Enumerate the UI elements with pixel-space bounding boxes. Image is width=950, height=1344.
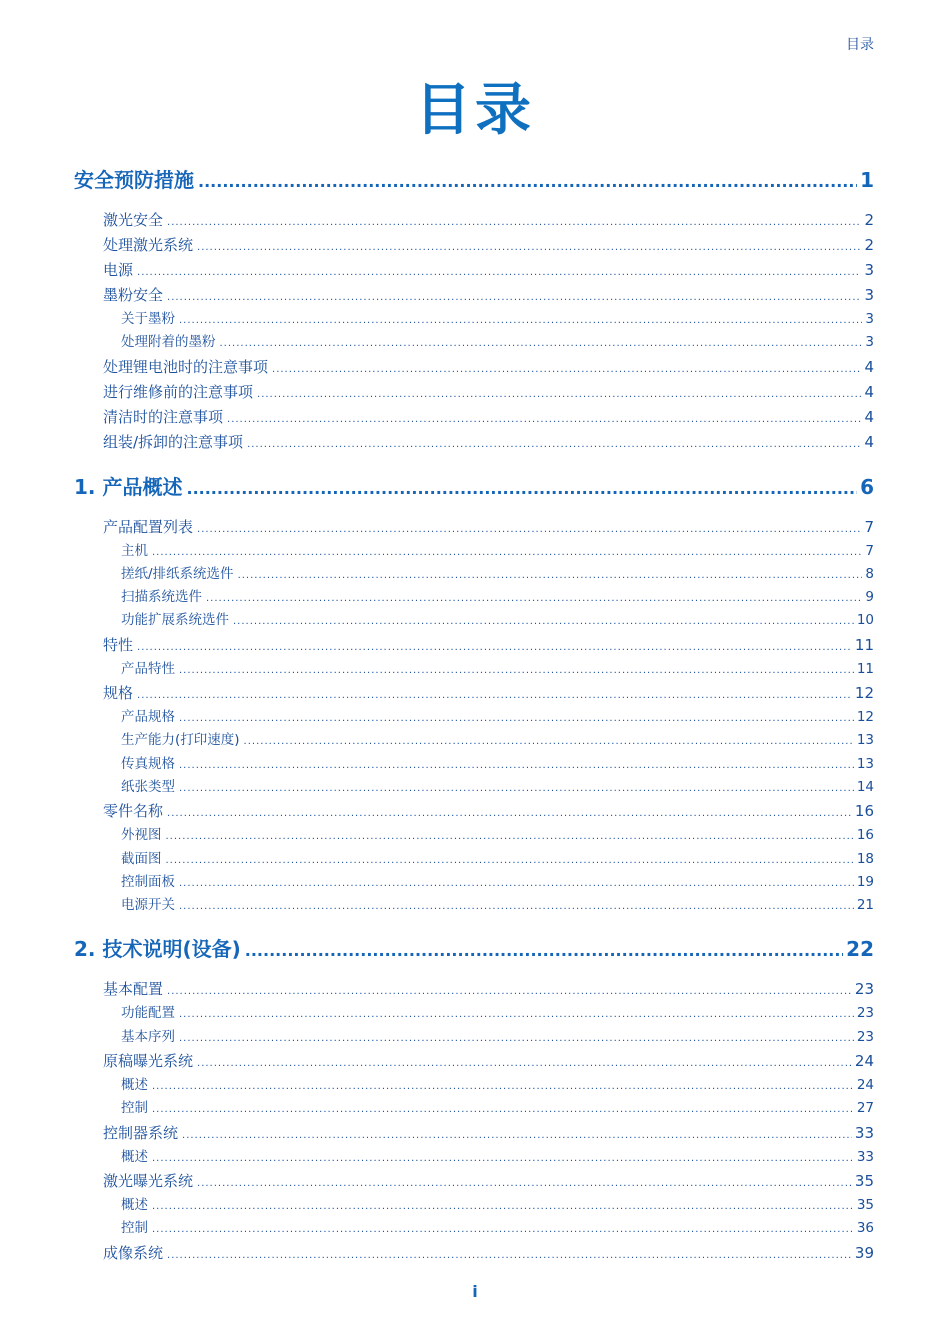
table-of-contents <box>74 166 874 1266</box>
toc-entry-title: 电源开关 <box>121 897 175 914</box>
toc-leader-dots <box>179 777 854 799</box>
toc-chapter-page: 6 <box>860 474 874 499</box>
toc-leader-dots <box>220 332 863 354</box>
toc-chapter <box>74 166 874 455</box>
toc-leader-dots <box>182 1123 852 1146</box>
toc-leader-dots <box>245 937 843 963</box>
toc-section[interactable] <box>74 1169 874 1194</box>
toc-chapter-heading[interactable] <box>74 935 874 963</box>
toc-leader-dots <box>152 1147 854 1169</box>
toc-subsection[interactable] <box>74 871 874 894</box>
toc-chapter-heading[interactable] <box>74 473 874 501</box>
toc-entry-title: 零件名称 <box>103 802 164 821</box>
toc-subsection[interactable] <box>74 586 874 609</box>
toc-leader-dots <box>167 801 852 824</box>
toc-section[interactable] <box>74 515 874 540</box>
toc-subsection[interactable] <box>74 894 874 917</box>
toc-entry-page: 13 <box>856 755 874 772</box>
toc-entry-page: 23 <box>856 1028 874 1045</box>
toc-leader-dots <box>257 382 861 405</box>
toc-leader-dots <box>137 260 861 283</box>
toc-entry-title: 原稿曝光系统 <box>103 1052 194 1071</box>
toc-entry-page: 33 <box>854 1123 874 1142</box>
toc-section[interactable] <box>74 405 874 430</box>
toc-entry-page: 21 <box>856 897 874 914</box>
toc-entry-page: 24 <box>856 1077 874 1094</box>
toc-leader-dots <box>179 707 854 729</box>
toc-section[interactable] <box>74 1121 874 1146</box>
toc-entry-title: 控制器系统 <box>103 1123 179 1142</box>
toc-leader-dots <box>272 357 861 380</box>
toc-leader-dots <box>227 407 861 430</box>
toc-entry-title: 规格 <box>103 684 134 703</box>
toc-entry-title: 控制面板 <box>121 873 175 890</box>
toc-subsection[interactable] <box>74 331 874 354</box>
toc-leader-dots <box>152 1075 854 1097</box>
toc-section[interactable] <box>74 233 874 258</box>
toc-entry-title: 产品规格 <box>121 709 175 726</box>
toc-entry-title: 生产能力(打印速度) <box>121 732 240 749</box>
toc-subsection[interactable] <box>74 1026 874 1049</box>
toc-entry-page: 35 <box>854 1171 874 1190</box>
toc-chapter <box>74 473 874 918</box>
toc-entry-page: 4 <box>864 357 874 376</box>
toc-entry-page: 35 <box>856 1196 874 1213</box>
toc-leader-dots <box>247 432 861 455</box>
toc-leader-dots <box>167 979 852 1002</box>
toc-section[interactable] <box>74 283 874 308</box>
toc-subsection[interactable] <box>74 848 874 871</box>
toc-section[interactable] <box>74 380 874 405</box>
toc-entry-title: 产品配置列表 <box>103 517 194 536</box>
toc-section[interactable] <box>74 799 874 824</box>
toc-entry-title: 处理激光系统 <box>103 236 194 254</box>
toc-entry-title: 进行维修前的注意事项 <box>103 382 254 401</box>
toc-leader-dots <box>244 730 854 752</box>
toc-subsection[interactable] <box>74 824 874 847</box>
toc-entry-page: 16 <box>854 802 874 821</box>
toc-entry-title: 电源 <box>103 261 134 279</box>
toc-leader-dots <box>179 754 854 776</box>
toc-entry-page: 10 <box>856 612 874 629</box>
toc-entry-page: 3 <box>865 334 874 351</box>
toc-entry-title: 激光曝光系统 <box>103 1171 194 1190</box>
toc-leader-dots <box>197 517 861 540</box>
toc-entry-page: 39 <box>854 1243 874 1262</box>
toc-entry-page: 3 <box>864 286 874 304</box>
toc-subsection[interactable] <box>74 658 874 681</box>
toc-leader-dots <box>152 1098 854 1120</box>
toc-leader-dots <box>167 1243 852 1266</box>
toc-chapter-page: 1 <box>860 168 874 192</box>
toc-subsection[interactable] <box>74 1146 874 1169</box>
toc-section[interactable] <box>74 208 874 233</box>
toc-entry-title: 传真规格 <box>121 755 175 772</box>
toc-entry-title: 截面图 <box>121 850 162 867</box>
toc-leader-dots <box>197 1171 852 1194</box>
toc-subsection[interactable] <box>74 776 874 799</box>
toc-entry-title: 纸张类型 <box>121 778 175 795</box>
toc-entry-page: 4 <box>864 407 874 426</box>
toc-entry-page: 4 <box>864 382 874 401</box>
toc-entry-title: 基本配置 <box>103 980 164 999</box>
toc-subsection[interactable] <box>74 1217 874 1240</box>
toc-subsection[interactable] <box>74 308 874 331</box>
toc-leader-dots <box>152 1195 854 1217</box>
toc-chapter-heading[interactable] <box>74 166 874 194</box>
toc-leader-dots <box>233 610 854 632</box>
toc-entry-page: 7 <box>865 542 874 559</box>
toc-entry-title: 搓纸/排纸系统选件 <box>121 565 234 582</box>
toc-entry-page: 9 <box>865 589 874 606</box>
toc-subsection[interactable] <box>74 609 874 632</box>
toc-entry-title: 关于墨粉 <box>121 311 175 327</box>
toc-section[interactable] <box>74 977 874 1002</box>
toc-entry-page: 11 <box>856 660 874 677</box>
toc-leader-dots <box>238 564 863 586</box>
toc-entry-page: 2 <box>864 211 874 229</box>
page-title: 目录 <box>415 78 535 143</box>
toc-entry-page: 19 <box>856 873 874 890</box>
toc-section[interactable] <box>74 633 874 658</box>
toc-entry-title: 处理附着的墨粉 <box>121 334 216 351</box>
toc-entry-title: 特性 <box>103 635 134 654</box>
toc-entry-page: 13 <box>856 732 874 749</box>
toc-section[interactable] <box>74 258 874 283</box>
toc-leader-dots <box>152 1218 854 1240</box>
toc-entry-page: 24 <box>854 1052 874 1071</box>
toc-entry-title: 主机 <box>121 542 148 559</box>
toc-leader-dots <box>186 475 857 501</box>
toc-subsection[interactable] <box>74 1074 874 1097</box>
toc-subsection[interactable] <box>74 706 874 729</box>
toc-entry-title: 控制 <box>121 1100 148 1117</box>
toc-leader-dots <box>167 210 861 233</box>
toc-leader-dots <box>179 659 854 681</box>
toc-section[interactable] <box>74 355 874 380</box>
toc-entry-title: 外视图 <box>121 827 162 844</box>
toc-entry-title: 功能扩展系统选件 <box>121 612 229 629</box>
toc-entry-page: 4 <box>864 432 874 451</box>
toc-leader-dots <box>166 825 854 847</box>
toc-leader-dots <box>179 309 862 331</box>
toc-entry-title: 产品特性 <box>121 660 175 677</box>
toc-leader-dots <box>167 285 861 308</box>
toc-entry-page: 23 <box>854 980 874 999</box>
toc-leader-dots <box>198 168 857 194</box>
toc-section[interactable] <box>74 430 874 455</box>
toc-chapter-title: 1. 产品概述 <box>74 474 183 499</box>
toc-section[interactable] <box>74 1241 874 1266</box>
toc-chapter-title: 安全预防措施 <box>74 168 194 192</box>
toc-entry-page: 12 <box>856 709 874 726</box>
toc-subsection[interactable] <box>74 540 874 563</box>
toc-subsection[interactable] <box>74 563 874 586</box>
toc-leader-dots <box>197 235 861 258</box>
toc-leader-dots <box>179 1003 854 1025</box>
toc-leader-dots <box>197 1051 852 1074</box>
toc-entry-page: 12 <box>854 684 874 703</box>
toc-entry-page: 8 <box>865 565 874 582</box>
toc-subsection[interactable] <box>74 1194 874 1217</box>
toc-entry-title: 控制 <box>121 1220 148 1237</box>
toc-subsection[interactable] <box>74 753 874 776</box>
toc-entry-page: 11 <box>854 635 874 654</box>
toc-entry-page: 16 <box>856 827 874 844</box>
toc-subsection[interactable] <box>74 729 874 752</box>
toc-leader-dots <box>152 541 862 563</box>
toc-entry-title: 概述 <box>121 1077 148 1094</box>
toc-subsection[interactable] <box>74 1097 874 1120</box>
toc-leader-dots <box>206 587 862 609</box>
toc-leader-dots <box>137 635 852 658</box>
toc-section[interactable] <box>74 1049 874 1074</box>
toc-entry-page: 23 <box>856 1005 874 1022</box>
toc-entry-title: 激光安全 <box>103 211 164 229</box>
toc-entry-title: 清洁时的注意事项 <box>103 407 224 426</box>
toc-entry-title: 基本序列 <box>121 1028 175 1045</box>
toc-entry-page: 3 <box>864 261 874 279</box>
page-number: i <box>472 1282 478 1301</box>
toc-chapter-page: 22 <box>846 937 874 962</box>
toc-leader-dots <box>179 1027 854 1049</box>
toc-leader-dots <box>137 683 852 706</box>
toc-leader-dots <box>166 849 854 871</box>
toc-entry-title: 功能配置 <box>121 1005 175 1022</box>
toc-entry-title: 成像系统 <box>103 1243 164 1262</box>
toc-entry-title: 扫描系统选件 <box>121 589 202 606</box>
toc-entry-title: 组装/拆卸的注意事项 <box>103 432 244 451</box>
running-header: 目录 <box>846 37 874 53</box>
toc-entry-title: 概述 <box>121 1148 148 1165</box>
toc-subsection[interactable] <box>74 1002 874 1025</box>
toc-entry-page: 33 <box>856 1148 874 1165</box>
toc-leader-dots <box>179 872 854 894</box>
toc-chapter <box>74 935 874 1265</box>
toc-section[interactable] <box>74 681 874 706</box>
toc-chapter-title: 2. 技术说明(设备) <box>74 937 241 962</box>
toc-entry-title: 概述 <box>121 1196 148 1213</box>
toc-entry-page: 36 <box>856 1220 874 1237</box>
toc-entry-title: 墨粉安全 <box>103 286 164 304</box>
toc-entry-page: 18 <box>856 850 874 867</box>
toc-entry-page: 7 <box>864 517 874 536</box>
toc-entry-page: 27 <box>856 1100 874 1117</box>
toc-entry-page: 2 <box>864 236 874 254</box>
toc-leader-dots <box>179 895 854 917</box>
toc-entry-page: 3 <box>865 311 874 327</box>
toc-entry-page: 14 <box>856 778 874 795</box>
toc-entry-title: 处理锂电池时的注意事项 <box>103 357 269 376</box>
